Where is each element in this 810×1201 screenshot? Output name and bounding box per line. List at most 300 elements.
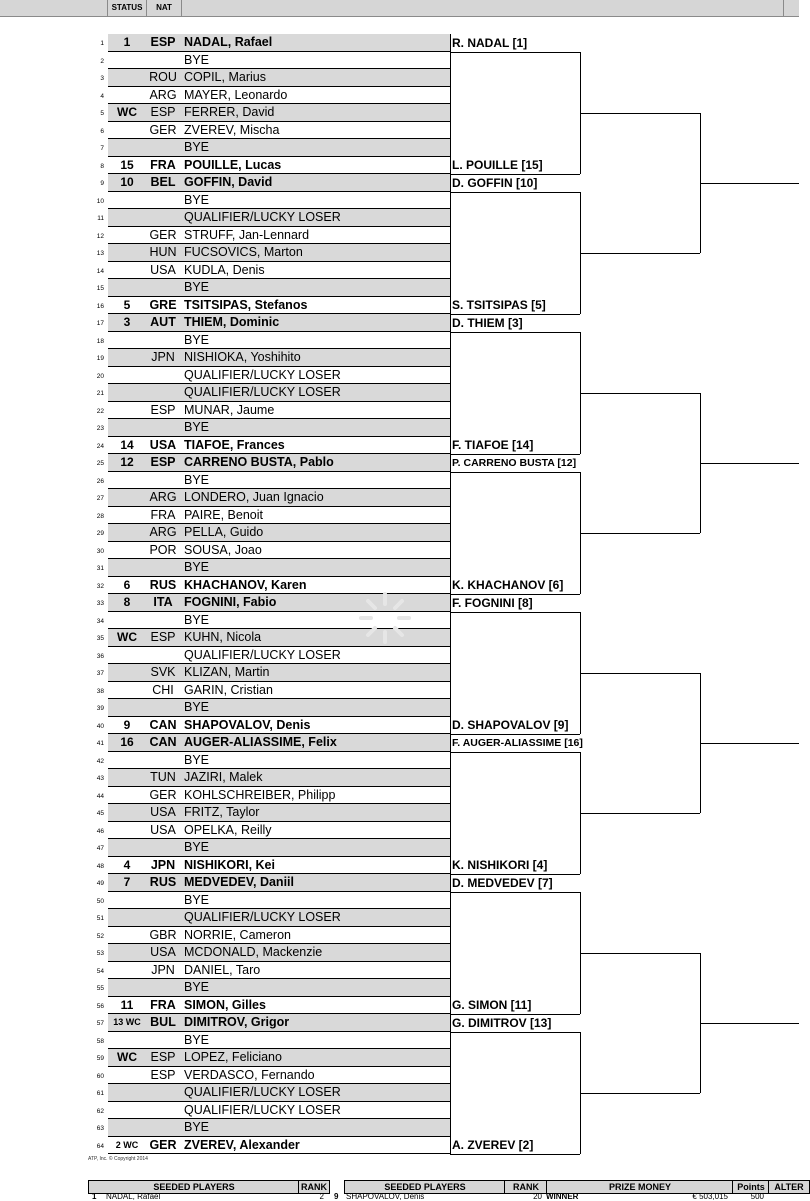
player-name: FRITZ, Taylor (184, 805, 260, 819)
draw-line (0, 157, 450, 175)
seed-row-rank: 2 (319, 1192, 324, 1201)
round2-winner: D. THIEM [3] (452, 315, 523, 330)
round2-line (450, 52, 580, 53)
nationality: TUN (150, 770, 176, 784)
seed-status: 16 (120, 735, 134, 749)
draw-position-number: 6 (100, 127, 104, 135)
draw-position-number: 41 (96, 740, 104, 747)
seed-status: 7 (123, 875, 131, 889)
player-name: LONDERO, Juan Ignacio (184, 490, 324, 504)
draw-position-number: 46 (96, 827, 104, 835)
player-name: FOGNINI, Fabio (184, 595, 277, 609)
seeded-players-header: SEEDED PLAYERS (88, 1180, 300, 1194)
round2-winner: R. NADAL [1] (452, 35, 528, 50)
prize-points: 500 (750, 1192, 764, 1201)
draw-line (0, 962, 450, 980)
draw-line (0, 314, 450, 332)
round2-winner: L. POUILLE [15] (452, 158, 543, 172)
player-name: CARRENO BUSTA, Pablo (184, 455, 334, 469)
nationality: BEL (150, 175, 176, 189)
draw-line (0, 997, 450, 1015)
round2-winner: D. GOFFIN [10] (452, 175, 538, 190)
row-shading (108, 332, 450, 350)
draw-line (0, 402, 450, 420)
player-name: QUALIFIER/LUCKY LOSER (184, 385, 341, 399)
seed-row-rank-2: 20 (533, 1192, 542, 1201)
nationality: USA (150, 822, 176, 837)
player-name: BYE (184, 1120, 210, 1134)
draw-line (0, 944, 450, 962)
round2-winner: D. SHAPOVALOV [9] (452, 718, 569, 732)
draw-position-number: 53 (96, 950, 104, 957)
draw-position-number: 19 (96, 355, 104, 362)
draw-line (0, 437, 450, 455)
draw-position-number: 18 (96, 337, 104, 345)
nationality: ITA (153, 595, 173, 609)
seed-status: 10 (120, 175, 134, 189)
draw-position-number: 5 (100, 110, 104, 117)
round4-line (700, 463, 799, 464)
player-name: BYE (184, 980, 210, 994)
nationality: CHI (152, 682, 174, 697)
nationality: ESP (150, 402, 176, 417)
seeded-players-header-2: SEEDED PLAYERS (344, 1180, 506, 1194)
draw-position-number: 60 (96, 1072, 104, 1080)
player-name: JAZIRI, Malek (184, 770, 263, 784)
player-name: BYE (184, 1032, 210, 1047)
seed-status: 3 (123, 315, 131, 329)
nationality: ESP (150, 105, 176, 119)
draw-position-number: 28 (96, 512, 104, 520)
draw-line (0, 1067, 450, 1085)
draw-line-rule (108, 1153, 450, 1155)
draw-line (0, 227, 450, 245)
player-name: SHAPOVALOV, Denis (184, 717, 311, 732)
player-name: KUDLA, Denis (184, 262, 265, 277)
player-name: BYE (184, 700, 210, 714)
seed-status: 14 (120, 437, 134, 452)
seed-status: 8 (123, 595, 131, 609)
draw-line (0, 1137, 450, 1155)
draw-position-number: 50 (96, 897, 104, 905)
round4-line (700, 743, 799, 744)
nationality: ARG (149, 525, 177, 539)
row-shading (108, 979, 450, 997)
player-name: BYE (184, 140, 210, 154)
draw-position-number: 62 (96, 1107, 104, 1115)
draw-line (0, 927, 450, 945)
row-shading (108, 192, 450, 210)
draw-position-number: 29 (96, 530, 104, 537)
draw-line (0, 804, 450, 822)
seed-row-name-2: SHAPOVALOV, Denis (346, 1192, 425, 1201)
draw-position-number: 36 (96, 652, 104, 660)
seed-status: 15 (120, 157, 134, 172)
draw-position-number: 56 (96, 1002, 104, 1010)
round2-line (450, 472, 580, 473)
round2-winner: K. KHACHANOV [6] (452, 578, 564, 592)
player-name: BYE (184, 52, 210, 67)
nationality: GER (149, 227, 177, 242)
draw-line (0, 734, 450, 752)
player-name: AUGER-ALIASSIME, Felix (184, 735, 337, 749)
draw-line (0, 1119, 450, 1137)
player-name: FERRER, David (184, 105, 275, 119)
copyright-note: ATP, Inc. © Copyright 2014 (88, 1156, 148, 1162)
player-name: BYE (184, 332, 210, 347)
draw-position-number: 12 (96, 232, 104, 240)
player-name: KHACHANOV, Karen (184, 577, 307, 592)
draw-line (0, 909, 450, 927)
row-shading (108, 472, 450, 490)
nationality: GBR (149, 927, 177, 942)
nationality: ESP (150, 1050, 176, 1064)
round2-winner: S. TSITSIPAS [5] (452, 298, 546, 312)
round2-winner: K. NISHIKORI [4] (452, 858, 548, 872)
seed-status: 12 (120, 455, 134, 469)
player-name: BYE (184, 612, 210, 627)
nationality: CAN (149, 717, 177, 732)
row-shading (108, 839, 450, 857)
prize-amount: € 503,015 (692, 1192, 728, 1201)
round2-line (450, 332, 580, 333)
draw-position-number: 57 (96, 1020, 104, 1027)
round2-line (450, 1154, 580, 1155)
player-name: NADAL, Rafael (184, 35, 273, 49)
round2-winner: A. ZVEREV [2] (452, 1138, 534, 1152)
draw-position-number: 32 (96, 582, 104, 590)
draw-line (0, 52, 450, 70)
alternates-header: ALTER (768, 1180, 810, 1194)
nationality: JPN (151, 350, 175, 364)
draw-line (0, 349, 450, 367)
draw-position-number: 26 (96, 477, 104, 485)
row-shading (108, 1032, 450, 1050)
seed-row-number-2: 9 (334, 1192, 339, 1201)
round2-line (450, 1032, 580, 1033)
round2-line (450, 752, 580, 753)
draw-position-number: 49 (96, 880, 104, 887)
round4-line (700, 183, 799, 184)
draw-position-number: 21 (96, 390, 104, 397)
nationality: FRA (150, 157, 176, 172)
seed-row-number: 1 (92, 1192, 97, 1201)
player-name: BYE (184, 280, 210, 294)
player-name: NISHIKORI, Kei (184, 857, 275, 872)
draw-position-number: 59 (96, 1055, 104, 1062)
draw-line (0, 87, 450, 105)
player-name: GARIN, Cristian (184, 682, 273, 697)
nationality: ARG (149, 490, 177, 504)
round3-line (580, 253, 700, 254)
round3-line (580, 813, 700, 814)
draw-position-number: 13 (96, 250, 104, 257)
prize-money-header: PRIZE MONEY (546, 1180, 734, 1194)
round3-line (580, 953, 700, 954)
draw-position-number: 35 (96, 635, 104, 642)
player-name: MUNAR, Jaume (184, 402, 275, 417)
status-column-header: STATUS (111, 3, 143, 12)
nationality: RUS (149, 577, 177, 592)
draw-line (0, 104, 450, 122)
seed-row-name: NADAL, Rafael (106, 1192, 161, 1201)
nationality: AUT (150, 315, 176, 329)
nationality: POR (149, 542, 177, 557)
draw-position-number: 23 (96, 425, 104, 432)
draw-position-number: 39 (96, 705, 104, 712)
player-name: BYE (184, 192, 210, 207)
player-name: THIEM, Dominic (184, 315, 280, 329)
draw-position-number: 51 (96, 915, 104, 922)
player-name: TSITSIPAS, Stefanos (184, 297, 308, 312)
draw-position-number: 52 (96, 932, 104, 940)
draw-position-number: 9 (100, 180, 104, 187)
prize-round: WINNER (546, 1192, 579, 1201)
draw-position-number: 7 (100, 145, 104, 152)
player-name: PAIRE, Benoit (184, 507, 263, 522)
player-name: QUALIFIER/LUCKY LOSER (184, 367, 341, 382)
draw-position-number: 15 (96, 285, 104, 292)
row-shading (108, 1119, 450, 1137)
player-name: QUALIFIER/LUCKY LOSER (184, 1085, 341, 1099)
draw-line (0, 892, 450, 910)
seed-status: WC (117, 1050, 137, 1064)
draw-line (0, 507, 450, 525)
seed-status: 4 (123, 857, 131, 872)
draw-position-number: 4 (100, 92, 104, 100)
nationality: SVK (150, 665, 176, 679)
nationality: GER (149, 1137, 177, 1152)
draw-position-number: 25 (96, 460, 104, 467)
row-shading (108, 699, 450, 717)
points-header: Points (732, 1180, 770, 1194)
nationality: FRA (150, 997, 176, 1012)
round2-winner: P. CARRENO BUSTA [12] (452, 456, 577, 469)
draw-line (0, 262, 450, 280)
player-name: GOFFIN, David (184, 175, 273, 189)
draw-position-number: 38 (96, 687, 104, 695)
player-name: TIAFOE, Frances (184, 437, 285, 452)
nationality: GER (149, 122, 177, 137)
draw-position-number: 22 (96, 407, 104, 415)
seed-status: 5 (123, 297, 131, 312)
nationality: USA (149, 437, 177, 452)
player-name: BYE (184, 472, 210, 487)
draw-position-number: 3 (100, 75, 104, 82)
draw-line (0, 454, 450, 472)
draw-line (0, 139, 450, 157)
draw-position-number: 2 (100, 57, 104, 65)
round3-line (580, 1093, 700, 1094)
player-name: KUHN, Nicola (184, 630, 262, 644)
round2-line (450, 192, 580, 193)
draw-line (0, 979, 450, 997)
round4-line (700, 1023, 799, 1024)
draw-position-number: 63 (96, 1125, 104, 1132)
draw-line (0, 664, 450, 682)
nationality: RUS (149, 875, 177, 889)
draw-position-number: 34 (96, 617, 104, 625)
draw-line (0, 122, 450, 140)
draw-position-number: 48 (96, 862, 104, 870)
seed-status: 9 (123, 717, 131, 732)
draw-line (0, 699, 450, 717)
seed-status: WC (117, 105, 137, 119)
player-name: MAYER, Leonardo (184, 87, 288, 102)
draw-position-number: 16 (96, 302, 104, 310)
round2-winner: F. FOGNINI [8] (452, 595, 533, 610)
player-name: STRUFF, Jan-Lennard (184, 227, 310, 242)
draw-position-number: 64 (96, 1142, 104, 1150)
draw-line (0, 1049, 450, 1067)
player-name: MCDONALD, Mackenzie (184, 945, 323, 959)
draw-line (0, 717, 450, 735)
player-name: SIMON, Gilles (184, 997, 266, 1012)
draw-position-number: 27 (96, 495, 104, 502)
draw-position-number: 47 (96, 845, 104, 852)
draw-line (0, 787, 450, 805)
nat-column-header: NAT (156, 3, 172, 12)
player-name: BYE (184, 892, 210, 907)
draw-line (0, 1084, 450, 1102)
player-name: PELLA, Guido (184, 525, 264, 539)
draw-line (0, 542, 450, 560)
nationality: HUN (149, 245, 177, 259)
draw-position-number: 24 (96, 442, 104, 450)
player-name: NORRIE, Cameron (184, 927, 291, 942)
draw-position-number: 14 (96, 267, 104, 275)
round3-line (580, 113, 700, 114)
player-name: DIMITROV, Grigor (184, 1015, 290, 1029)
seed-status: 6 (123, 577, 131, 592)
player-name: LOPEZ, Feliciano (184, 1050, 282, 1064)
row-shading (108, 139, 450, 157)
draw-line (0, 297, 450, 315)
draw-position-number: 61 (96, 1090, 104, 1097)
nationality: CAN (149, 735, 177, 749)
draw-position-number: 43 (96, 775, 104, 782)
draw-position-number: 37 (96, 670, 104, 677)
player-name: BYE (184, 560, 210, 574)
row-shading (108, 279, 450, 297)
round2-winner: G. DIMITROV [13] (452, 1015, 552, 1030)
draw-position-number: 17 (96, 320, 104, 327)
nationality: USA (150, 262, 176, 277)
player-name: NISHIOKA, Yoshihito (184, 350, 301, 364)
draw-line (0, 1014, 450, 1032)
player-name: QUALIFIER/LUCKY LOSER (184, 1102, 341, 1117)
nationality: JPN (151, 962, 175, 977)
draw-position-number: 58 (96, 1037, 104, 1045)
draw-position-number: 33 (96, 600, 104, 607)
draw-line (0, 244, 450, 262)
draw-line (0, 332, 450, 350)
seed-status: 1 (123, 35, 131, 49)
draw-position-number: 55 (96, 985, 104, 992)
seed-status: WC (117, 630, 137, 644)
nationality: ESP (150, 1067, 176, 1082)
player-name: DANIEL, Taro (184, 962, 261, 977)
loading-watermark-icon (355, 588, 415, 648)
draw-position-number: 31 (96, 565, 104, 572)
seed-status: 11 (120, 997, 134, 1012)
nationality: USA (150, 805, 176, 819)
draw-line (0, 279, 450, 297)
player-name: QUALIFIER/LUCKY LOSER (184, 210, 341, 224)
round2-winner: F. TIAFOE [14] (452, 438, 534, 452)
nationality: ESP (150, 455, 176, 469)
player-name: OPELKA, Reilly (184, 822, 272, 837)
draw-line (0, 874, 450, 892)
draw-line (0, 1102, 450, 1120)
draw-position-number: 11 (97, 215, 104, 222)
row-shading (108, 752, 450, 770)
nationality: GRE (149, 297, 177, 312)
player-name: KOHLSCHREIBER, Philipp (184, 787, 336, 802)
player-name: ZVEREV, Alexander (184, 1137, 300, 1152)
draw-position-number: 45 (96, 810, 104, 817)
row-shading (108, 419, 450, 437)
draw-line (0, 682, 450, 700)
draw-line (0, 1032, 450, 1050)
draw-line (0, 559, 450, 577)
draw-line (0, 472, 450, 490)
nationality: ARG (149, 87, 177, 102)
draw-line (0, 647, 450, 665)
draw-line (0, 367, 450, 385)
draw-line (0, 857, 450, 875)
draw-position-number: 44 (96, 792, 104, 800)
draw-line (0, 769, 450, 787)
player-name: MEDVEDEV, Daniil (184, 875, 294, 889)
player-name: ZVEREV, Mischa (184, 122, 280, 137)
draw-position-number: 54 (96, 967, 104, 975)
player-name: POUILLE, Lucas (184, 157, 282, 172)
player-name: BYE (184, 752, 210, 767)
draw-line (0, 384, 450, 402)
player-name: FUCSOVICS, Marton (184, 245, 303, 259)
draw-position-number: 10 (96, 197, 104, 205)
draw-line (0, 174, 450, 192)
draw-position-number: 42 (96, 757, 104, 765)
row-shading (108, 52, 450, 70)
draw-line (0, 822, 450, 840)
round2-winner: D. MEDVEDEV [7] (452, 875, 553, 890)
seed-status: 13 WC (113, 1017, 141, 1027)
round2-winner: F. AUGER-ALIASSIME [16] (452, 736, 583, 749)
player-name: BYE (184, 840, 210, 854)
nationality: ESP (150, 35, 176, 49)
player-name: BYE (184, 420, 210, 434)
round2-line (450, 612, 580, 613)
rank-header: RANK (298, 1180, 330, 1194)
nationality: ESP (150, 630, 176, 644)
draw-line (0, 69, 450, 87)
player-name: KLIZAN, Martin (184, 665, 270, 679)
player-name: QUALIFIER/LUCKY LOSER (184, 910, 341, 924)
seed-status: 2 WC (115, 1139, 139, 1150)
draw-position-number: 1 (100, 40, 104, 47)
nationality: BUL (150, 1015, 176, 1029)
draw-line (0, 489, 450, 507)
player-name: COPIL, Marius (184, 70, 266, 84)
draw-line (0, 839, 450, 857)
draw-line (0, 209, 450, 227)
nationality: GER (149, 787, 177, 802)
draw-line (0, 34, 450, 52)
player-name: SOUSA, Joao (184, 542, 262, 557)
round3-line (580, 393, 700, 394)
